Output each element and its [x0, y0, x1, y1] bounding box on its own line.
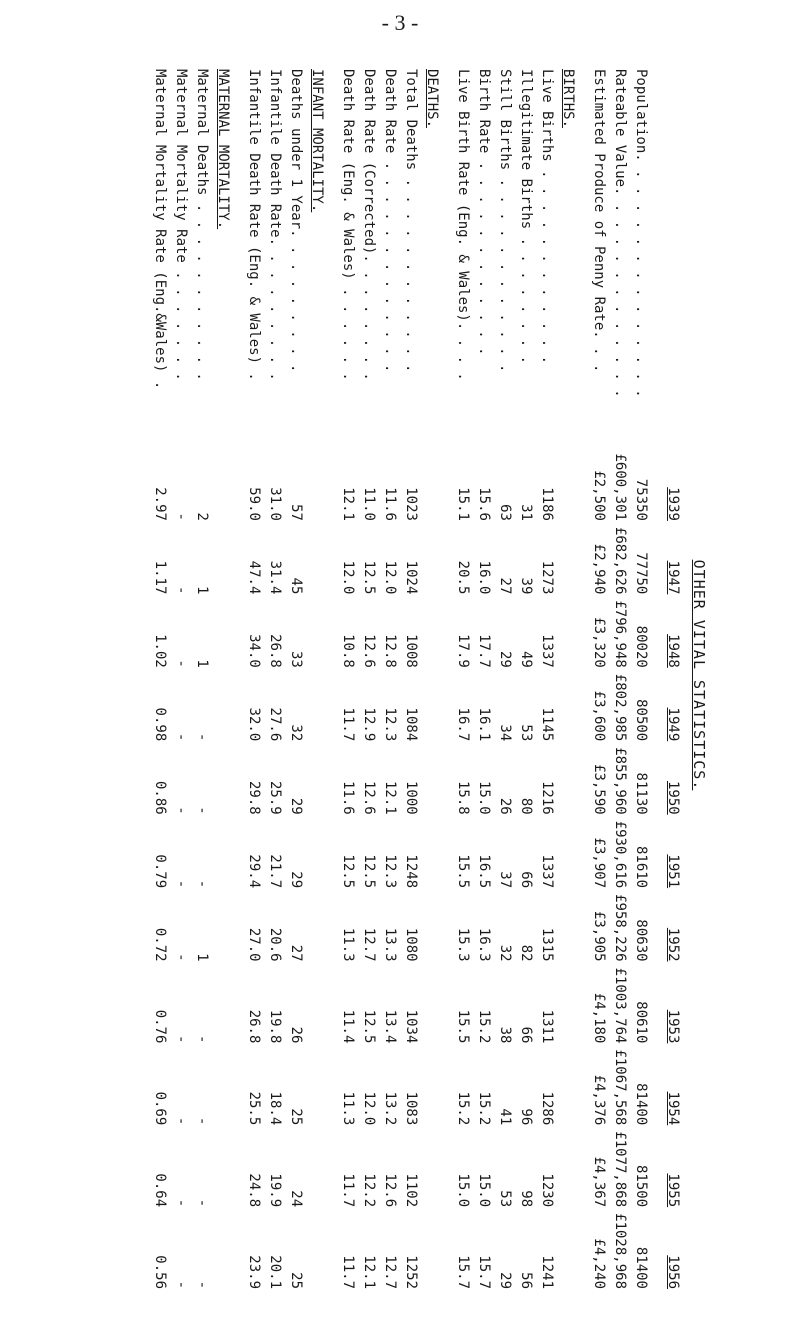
value-cell: 53 — [497, 1190, 514, 1208]
value-cell: 1145 — [539, 707, 556, 742]
value-cell: 38 — [497, 1026, 514, 1044]
value-cell: 12.5 — [361, 1009, 378, 1044]
value-cell: 1286 — [539, 1091, 556, 1126]
value-cell: 15.2 — [476, 1091, 493, 1126]
value-cell: 0.76 — [152, 1009, 169, 1044]
value-cell: - — [173, 1198, 190, 1208]
value-cell: 26 — [497, 797, 514, 815]
value-cell: 1.17 — [152, 560, 169, 595]
value-cell: £3,907 — [591, 837, 608, 889]
value-cell: 12.5 — [361, 560, 378, 595]
value-cell: - — [173, 1034, 190, 1044]
value-cell: 15.0 — [476, 1173, 493, 1208]
value-cell: 23.9 — [246, 1255, 263, 1289]
table-row — [380, 63, 401, 1295]
value-cell: 81610 — [633, 845, 650, 889]
header-row — [652, 63, 682, 1295]
value-cell: 12.0 — [382, 560, 399, 595]
rotated-table-page — [0, 55, 800, 1295]
table-row — [401, 63, 422, 1295]
value-cell: 1083 — [403, 1091, 420, 1126]
value-cell: 12.0 — [340, 560, 357, 595]
value-cell: 15.0 — [476, 780, 493, 815]
value-cell: 1000 — [403, 780, 420, 815]
table-row — [589, 63, 610, 1295]
year-header: 1939 — [665, 487, 681, 521]
value-cell: 1273 — [539, 560, 556, 595]
section-heading-row — [307, 63, 328, 1295]
value-cell: - — [173, 953, 190, 962]
value-cell: 34.0 — [246, 634, 263, 668]
spacer-row — [328, 63, 338, 1295]
value-cell: 25 — [288, 1108, 305, 1126]
vital-statistics-table — [150, 63, 682, 1295]
value-cell: 66 — [518, 871, 535, 889]
value-cell: 11.6 — [340, 780, 357, 815]
value-cell: 27 — [497, 577, 514, 595]
value-cell: £2,500 — [591, 470, 608, 521]
value-cell: 12.3 — [382, 707, 399, 742]
value-cell: 81130 — [633, 772, 650, 815]
value-cell: 24 — [288, 1190, 305, 1208]
value-cell: 1216 — [539, 780, 556, 815]
value-cell: 13.3 — [382, 927, 399, 962]
value-cell: 17.7 — [476, 634, 493, 668]
value-cell: 12.1 — [340, 487, 357, 521]
value-cell: 12.6 — [361, 634, 378, 668]
value-cell: - — [173, 585, 190, 595]
value-cell: 49 — [518, 650, 535, 668]
value-cell: 32.0 — [246, 707, 263, 742]
value-cell: £2,940 — [591, 543, 608, 595]
value-cell: 11.3 — [340, 927, 357, 962]
value-cell: 0.72 — [152, 927, 169, 962]
value-cell: 80 — [518, 797, 535, 815]
value-cell: 15.7 — [455, 1255, 472, 1289]
year-header: 1949 — [665, 707, 681, 742]
value-cell: 59.0 — [246, 487, 263, 521]
value-cell: 15.8 — [455, 780, 472, 815]
value-cell: 1241 — [539, 1255, 556, 1289]
row-label: Illegitimate Births . . . . . . . . — [518, 69, 535, 365]
value-cell: 16.3 — [476, 927, 493, 962]
value-cell: 17.9 — [455, 634, 472, 668]
value-cell: 1080 — [403, 927, 420, 962]
value-cell: 98 — [518, 1190, 535, 1208]
table-row — [610, 63, 631, 1295]
value-cell: 31.4 — [267, 560, 284, 595]
row-label: Live Births . . . . . . . . . . . . — [539, 69, 556, 365]
value-cell: £796,948 — [612, 600, 629, 668]
table-row — [171, 63, 192, 1295]
value-cell: 80020 — [633, 625, 650, 668]
value-cell: 15.0 — [455, 1173, 472, 1208]
value-cell: 16.0 — [476, 560, 493, 595]
value-cell: 80630 — [633, 919, 650, 962]
row-label: Rateable Value. . . . . . . . . . . . . — [612, 69, 629, 398]
value-cell: - — [194, 806, 211, 815]
value-cell: 1337 — [539, 634, 556, 668]
value-cell: 75350 — [633, 478, 650, 521]
value-cell: 81500 — [633, 1164, 650, 1208]
value-cell: 12.1 — [361, 1255, 378, 1289]
section-heading-row — [558, 63, 579, 1295]
spacer-row — [234, 63, 244, 1295]
value-cell: 27.6 — [267, 707, 284, 742]
value-cell: 80500 — [633, 699, 650, 742]
value-cell: £4,240 — [591, 1238, 608, 1289]
value-cell: 0.98 — [152, 707, 169, 742]
value-cell: 1034 — [403, 1009, 420, 1044]
value-cell: £4,180 — [591, 992, 608, 1044]
row-label: Birth Rate . . . . . . . . . . . . — [476, 69, 493, 356]
value-cell: 1252 — [403, 1255, 420, 1289]
spacer-cell — [328, 63, 338, 1295]
value-cell: 82 — [518, 944, 535, 962]
row-label: Death Rate . . . . . . . . . . . . . — [382, 69, 399, 373]
value-cell: £3,590 — [591, 764, 608, 815]
value-cell: 11.7 — [340, 707, 357, 742]
value-cell: 41 — [497, 1108, 514, 1126]
table-body — [150, 63, 652, 1295]
value-cell: 37 — [497, 871, 514, 889]
table-row — [453, 63, 474, 1295]
year-header: 1955 — [665, 1173, 681, 1208]
value-cell: - — [173, 659, 190, 668]
row-label: Deaths under 1 Year. . . . . . . . . — [288, 69, 305, 373]
section-heading-row — [422, 63, 443, 1295]
value-cell: 12.5 — [361, 854, 378, 889]
value-cell: 12.7 — [361, 927, 378, 962]
value-cell: 63 — [497, 504, 514, 521]
value-cell: 1 — [194, 659, 211, 668]
value-cell: 20.1 — [267, 1255, 284, 1289]
value-cell: 29.4 — [246, 854, 263, 889]
value-cell: 29.8 — [246, 780, 263, 815]
year-header: 1952 — [665, 927, 681, 962]
table-row — [359, 63, 380, 1295]
value-cell: 15.2 — [476, 1009, 493, 1044]
value-cell: 12.2 — [361, 1173, 378, 1208]
value-cell: 27 — [288, 944, 305, 962]
value-cell: 39 — [518, 577, 535, 595]
row-label: Maternal Mortality Rate . . . . . . . — [173, 69, 190, 381]
value-cell: 11.0 — [361, 487, 378, 521]
value-cell: 32 — [497, 944, 514, 962]
value-cell: 19.8 — [267, 1009, 284, 1044]
value-cell: 16.1 — [476, 707, 493, 742]
section-heading: DEATHS. — [424, 69, 441, 129]
value-cell: £1077,868 — [612, 1131, 629, 1208]
value-cell: 1248 — [403, 854, 420, 889]
value-cell: 2.97 — [152, 487, 169, 521]
value-cell: 11.4 — [340, 1009, 357, 1044]
value-cell: - — [173, 732, 190, 742]
value-cell: £958,226 — [612, 894, 629, 962]
value-cell: 77750 — [633, 552, 650, 595]
value-cell: 26.8 — [246, 1009, 263, 1044]
value-cell: £3,600 — [591, 690, 608, 742]
value-cell: 0.69 — [152, 1091, 169, 1126]
row-label: Infantile Death Rate (Eng. & Wales) . — [246, 69, 263, 381]
value-cell: 31.0 — [267, 487, 284, 521]
table-row — [474, 63, 495, 1295]
value-cell: 24.8 — [246, 1173, 263, 1208]
section-heading-row — [213, 63, 234, 1295]
value-cell: 12.1 — [382, 780, 399, 815]
value-cell: 1337 — [539, 854, 556, 889]
row-label: Infantile Death Rate. . . . . . . . . — [267, 69, 284, 381]
value-cell: 1 — [194, 953, 211, 962]
value-cell: 20.6 — [267, 927, 284, 962]
table-title: OTHER VITAL STATISTICS. — [690, 559, 708, 791]
value-cell: 15.5 — [455, 854, 472, 889]
value-cell: 16.5 — [476, 854, 493, 889]
value-cell: 1023 — [403, 487, 420, 521]
value-cell: 12.6 — [382, 1173, 399, 1208]
value-cell: 13.4 — [382, 1009, 399, 1044]
value-cell: 1186 — [539, 487, 556, 521]
table-row — [150, 63, 171, 1295]
value-cell: 11.6 — [382, 487, 399, 521]
value-cell: 1084 — [403, 707, 420, 742]
value-cell: 11.3 — [340, 1091, 357, 1126]
value-cell: 53 — [518, 724, 535, 742]
table-row — [495, 63, 516, 1295]
year-header: 1951 — [665, 854, 681, 889]
value-cell: 25.9 — [267, 780, 284, 815]
value-cell: 26 — [288, 1026, 305, 1044]
value-cell: 1315 — [539, 927, 556, 962]
spacer-cell — [234, 63, 244, 1295]
value-cell: 26.8 — [267, 634, 284, 668]
value-cell: £3,320 — [591, 617, 608, 668]
value-cell: 1230 — [539, 1173, 556, 1208]
value-cell: 66 — [518, 1026, 535, 1044]
table-row — [265, 63, 286, 1295]
value-cell: 12.7 — [382, 1255, 399, 1289]
value-cell: 12.9 — [361, 707, 378, 742]
value-cell: 15.3 — [455, 927, 472, 962]
value-cell: 81400 — [633, 1083, 650, 1126]
section-heading: BIRTHS. — [560, 69, 577, 129]
value-cell: - — [173, 1116, 190, 1126]
value-cell: 15.6 — [476, 487, 493, 521]
header-label-cell — [652, 63, 682, 454]
value-cell: 12.5 — [340, 854, 357, 889]
value-cell: £600,301 — [612, 453, 629, 521]
value-cell: £4,376 — [591, 1074, 608, 1126]
value-cell: 0.86 — [152, 780, 169, 815]
value-cell: 13.2 — [382, 1091, 399, 1126]
value-cell: 29 — [497, 1272, 514, 1289]
value-cell: - — [173, 1280, 190, 1289]
value-cell: £4,367 — [591, 1156, 608, 1208]
value-cell: 33 — [288, 650, 305, 668]
value-cell: - — [194, 1198, 211, 1208]
row-label: Maternal Deaths . . . . . . . . . . . — [194, 69, 211, 381]
value-cell: 80610 — [633, 1001, 650, 1044]
value-cell: 29 — [497, 650, 514, 668]
year-header: 1954 — [665, 1091, 681, 1126]
value-cell: - — [194, 879, 211, 889]
value-cell: 57 — [288, 504, 305, 521]
value-cell: 15.1 — [455, 487, 472, 521]
value-cell: 96 — [518, 1108, 535, 1126]
value-cell: 45 — [288, 577, 305, 595]
value-cell: 2 — [194, 512, 211, 521]
value-cell: - — [173, 879, 190, 889]
value-cell: 11.7 — [340, 1173, 357, 1208]
value-cell: 34 — [497, 724, 514, 742]
table-row — [244, 63, 265, 1295]
value-cell: - — [194, 732, 211, 742]
value-cell: £802,985 — [612, 673, 629, 742]
value-cell: 0.56 — [152, 1255, 169, 1289]
table-row — [286, 63, 307, 1295]
row-label: Death Rate (Corrected). . . . . . . . — [361, 69, 378, 381]
spacer-cell — [443, 63, 453, 1295]
value-cell: 1 — [194, 585, 211, 595]
value-cell: 29 — [288, 797, 305, 815]
value-cell: 1024 — [403, 560, 420, 595]
value-cell: - — [194, 1116, 211, 1126]
spacer-row — [579, 63, 589, 1295]
year-header: 1950 — [665, 780, 681, 815]
section-heading: INFANT MORTALITY. — [309, 69, 326, 213]
value-cell: 16.7 — [455, 707, 472, 742]
value-cell: - — [194, 1034, 211, 1044]
value-cell: 19.9 — [267, 1173, 284, 1208]
year-header: 1956 — [665, 1255, 681, 1289]
year-header: 1953 — [665, 1009, 681, 1044]
value-cell: 0.79 — [152, 854, 169, 889]
row-label: Maternal Mortality Rate (Eng.&Wales) . — [152, 69, 169, 390]
value-cell: 1102 — [403, 1173, 420, 1208]
value-cell: 18.4 — [267, 1091, 284, 1126]
value-cell: - — [194, 1280, 211, 1289]
value-cell: £682,626 — [612, 526, 629, 595]
value-cell: 10.8 — [340, 634, 357, 668]
value-cell: 12.8 — [382, 634, 399, 668]
section-heading: MATERNAL MORTALITY. — [215, 69, 232, 230]
year-header: 1948 — [665, 634, 681, 668]
value-cell: 1311 — [539, 1009, 556, 1044]
value-cell: £1028,968 — [612, 1213, 629, 1289]
value-cell: 12.3 — [382, 854, 399, 889]
value-cell: £1003,764 — [612, 967, 629, 1044]
value-cell: 1.02 — [152, 634, 169, 668]
value-cell: 32 — [288, 724, 305, 742]
spacer-cell — [579, 63, 589, 1295]
value-cell: 47.4 — [246, 560, 263, 595]
table-row — [516, 63, 537, 1295]
table-row — [192, 63, 213, 1295]
value-cell: £930,616 — [612, 820, 629, 889]
value-cell: 1008 — [403, 634, 420, 668]
value-cell: 12.0 — [361, 1091, 378, 1126]
page-number: - 3 - — [381, 10, 419, 35]
value-cell: 12.6 — [361, 780, 378, 815]
row-label: Death Rate (Eng. & Wales) . . . . . . — [340, 69, 357, 381]
value-cell: 25.5 — [246, 1091, 263, 1126]
value-cell: - — [173, 512, 190, 521]
value-cell: 20.5 — [455, 560, 472, 595]
value-cell: 81400 — [633, 1246, 650, 1289]
spacer-row — [443, 63, 453, 1295]
value-cell: £855,960 — [612, 747, 629, 815]
value-cell: 15.7 — [476, 1255, 493, 1289]
value-cell: 21.7 — [267, 854, 284, 889]
row-label: Estimated Produce of Penny Rate. . . — [591, 69, 608, 373]
value-cell: 0.64 — [152, 1173, 169, 1208]
row-label: Still Births . . . . . . . . . . . . — [497, 69, 514, 373]
value-cell: 15.5 — [455, 1009, 472, 1044]
value-cell: 25 — [288, 1272, 305, 1289]
value-cell: 11.7 — [340, 1255, 357, 1289]
row-label: Live Birth Rate (Eng. & Wales). . . . — [455, 69, 472, 381]
row-label: Total Deaths . . . . . . . . . . . . — [403, 69, 420, 373]
value-cell: 15.2 — [455, 1091, 472, 1126]
year-header: 1947 — [665, 560, 681, 595]
value-cell: - — [173, 806, 190, 815]
table-row — [631, 63, 652, 1295]
value-cell: £3,905 — [591, 910, 608, 962]
value-cell: 31 — [518, 504, 535, 521]
value-cell: £1067,568 — [612, 1049, 629, 1126]
table-row — [338, 63, 359, 1295]
value-cell: 27.0 — [246, 927, 263, 962]
table-row — [537, 63, 558, 1295]
row-label: Population. . . . . . . . . . . . . . . — [633, 69, 650, 398]
value-cell: 56 — [518, 1272, 535, 1289]
value-cell: 29 — [288, 871, 305, 889]
